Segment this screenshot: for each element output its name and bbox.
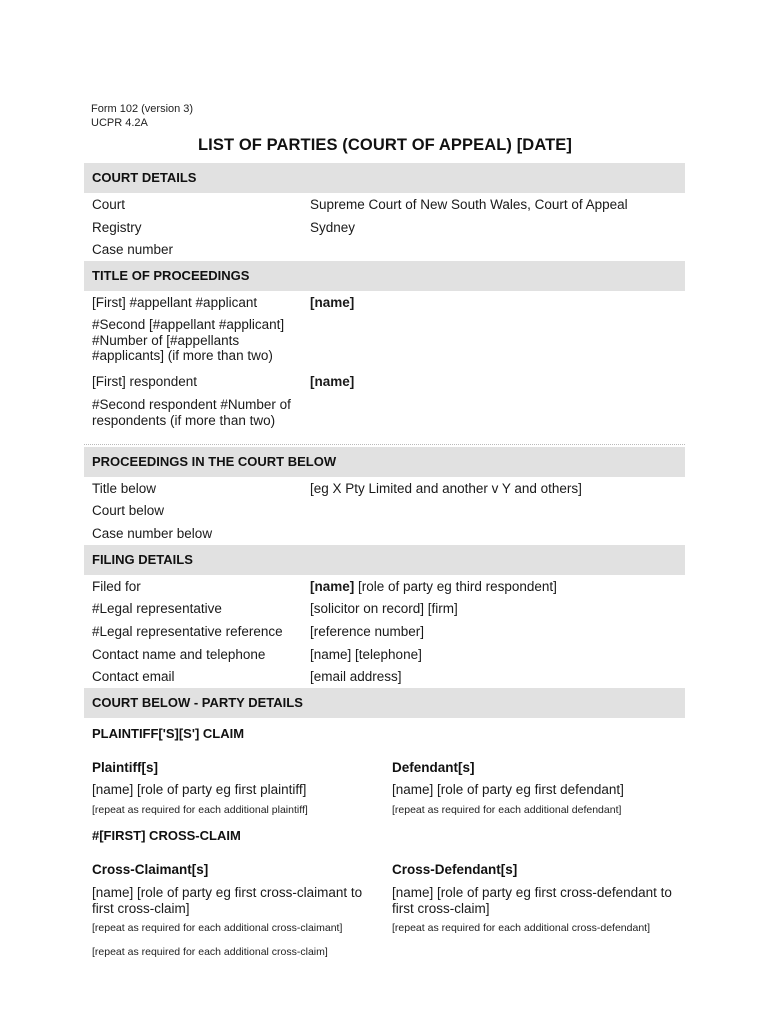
registry-value: Sydney [310, 220, 356, 235]
section-court-details: COURT DETAILS [84, 163, 685, 193]
legal-rep-value: [solicitor on record] [firm] [310, 601, 458, 616]
cross-defendant-repeat-note: [repeat as required for each additional cross-defendant] [392, 922, 650, 934]
cross-defendant-value: [name] [role of party eg first cross-defendant to first cross-claim] [392, 885, 672, 916]
filed-for-name: [name] [310, 579, 355, 594]
filed-for-label: Filed for [92, 579, 141, 594]
cross-claimant-repeat-note: [repeat as required for each additional cross-claimant] [92, 922, 343, 934]
cross-claimant-heading: Cross-Claimant[s] [92, 862, 209, 877]
cross-claim-repeat-note: [repeat as required for each additional cross-claim] [92, 946, 328, 958]
first-respondent-value: [name] [310, 374, 355, 389]
filed-for-value [310, 579, 680, 595]
court-value: Supreme Court of New South Wales, Court of Appeal [310, 197, 628, 212]
legal-ref-value: [reference number] [310, 624, 425, 639]
case-number-below-label: Case number below [92, 526, 213, 541]
cross-claimant-value: [name] [role of party eg first cross-claimant to first cross-claim] [92, 885, 363, 916]
title-below-value: [eg X Pty Limited and another v Y and others] [310, 481, 582, 496]
page-title: LIST OF PARTIES (COURT OF APPEAL) [DATE] [197, 136, 572, 154]
section-title-of-proceedings: TITLE OF PROCEEDINGS [84, 261, 685, 291]
title-below-label: Title below [92, 481, 157, 496]
first-respondent-label: [First] respondent [92, 374, 198, 389]
claim-heading: PLAINTIFF['S][S'] CLAIM [92, 726, 245, 741]
court-below-label: Court below [92, 503, 165, 518]
email-label: Contact email [92, 669, 175, 684]
registry-label: Registry [92, 220, 142, 235]
plaintiff-repeat-note: [repeat as required for each additional plaintiff] [92, 804, 308, 816]
first-appellant-label: [First] #appellant #applicant [92, 295, 258, 310]
first-appellant-value: [name] [310, 295, 355, 310]
court-label: Court [92, 197, 126, 212]
defendant-value: [name] [role of party eg first defendant] [392, 782, 624, 797]
legal-ref-label: #Legal representative reference [92, 624, 283, 639]
filed-for-role: [role of party eg third respondent] [354, 579, 557, 594]
contact-value: [name] [telephone] [310, 647, 422, 662]
divider [84, 444, 685, 445]
cross-defendant-heading: Cross-Defendant[s] [392, 862, 518, 877]
section-proceedings-court-below: PROCEEDINGS IN THE COURT BELOW [84, 447, 685, 477]
section-filing-details: FILING DETAILS [84, 545, 685, 575]
defendant-repeat-note: [repeat as required for each additional defendant] [392, 804, 622, 816]
case-number-label: Case number [92, 242, 174, 257]
defendant-heading: Defendant[s] [392, 760, 475, 775]
email-value: [email address] [310, 669, 402, 684]
contact-label: Contact name and telephone [92, 647, 266, 662]
plaintiff-heading: Plaintiff[s] [92, 760, 158, 775]
legal-rep-label: #Legal representative [92, 601, 222, 616]
second-appellant-label: #Second [#appellant #applicant] #Number of [#appellants #applicants] (if more than two) [92, 317, 285, 363]
second-respondent-label: #Second respondent #Number of respondents (if more than two) [92, 397, 291, 428]
cross-claim-heading: #[FIRST] CROSS-CLAIM [92, 828, 241, 843]
section-party-details: COURT BELOW - PARTY DETAILS [84, 688, 685, 718]
plaintiff-value: [name] [role of party eg first plaintiff] [92, 782, 307, 797]
rule-reference: UCPR 4.2A [91, 117, 148, 129]
form-number: Form 102 (version 3) [91, 103, 194, 115]
